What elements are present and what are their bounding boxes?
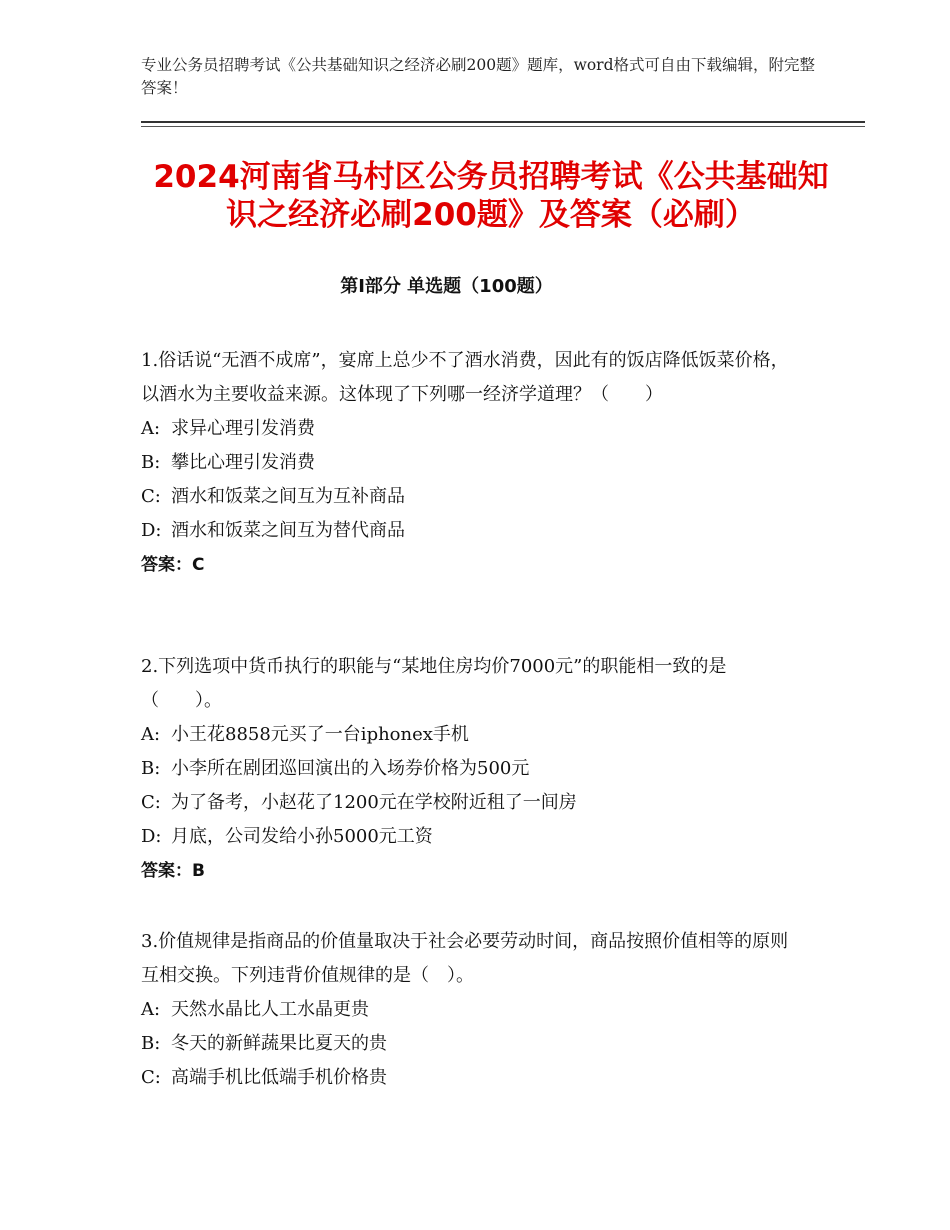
- option-b: [141, 1027, 801, 1061]
- option-text: 小王花8858元买了一台iphonex手机: [171, 724, 469, 745]
- option-c: [141, 1061, 801, 1095]
- option-text: 月底，公司发给小孙5000元工资: [171, 826, 433, 847]
- option-text: 求异心理引发消费: [171, 418, 315, 439]
- question-stem: 3.价值规律是指商品的价值量取决于社会必要劳动时间，商品按照价值相等的原则互相交换。下列违背价值规律的是（ ）。: [141, 931, 789, 986]
- option-letter: C:: [141, 486, 161, 507]
- option-text: 为了备考，小赵花了1200元在学校附近租了一间房: [171, 792, 577, 813]
- option-b: [141, 446, 801, 480]
- option-letter: B:: [141, 1033, 161, 1054]
- option-letter: C:: [141, 1067, 161, 1088]
- option-a: [141, 993, 801, 1027]
- option-b: [141, 752, 801, 786]
- option-letter: A:: [141, 999, 161, 1020]
- option-a: [141, 718, 801, 752]
- option-letter: A:: [141, 724, 161, 745]
- document-title: 2024河南省马村区公务员招聘考试《公共基础知识之经济必刷200题》及答案（必刷）: [153, 159, 829, 233]
- option-letter: B:: [141, 452, 161, 473]
- option-text: 高端手机比低端手机价格贵: [171, 1067, 387, 1088]
- option-text: 酒水和饭菜之间互为替代商品: [171, 520, 405, 541]
- question-3: [141, 925, 801, 1095]
- section-heading: 第Ⅰ部分 单选题（100题）: [340, 276, 553, 297]
- option-text: 酒水和饭菜之间互为互补商品: [171, 486, 405, 507]
- answer-line: 答案：B: [141, 861, 205, 881]
- option-d: [141, 514, 801, 548]
- header-rule-thick: [141, 121, 865, 123]
- header-rule-thin: [141, 126, 865, 127]
- option-c: [141, 786, 801, 820]
- option-text: 小李所在剧团巡回演出的入场券价格为500元: [171, 758, 530, 779]
- question-2: [141, 650, 801, 888]
- header-note: 专业公务员招聘考试《公共基础知识之经济必刷200题》题库，word格式可自由下载编辑，附完整答案！: [141, 56, 816, 97]
- option-c: [141, 480, 801, 514]
- option-letter: B:: [141, 758, 161, 779]
- option-letter: D:: [141, 520, 162, 541]
- question-stem: 2.下列选项中货币执行的职能与“某地住房均价7000元”的职能相一致的是（ ）。: [141, 656, 727, 711]
- option-text: 天然水晶比人工水晶更贵: [171, 999, 369, 1020]
- option-letter: D:: [141, 826, 162, 847]
- option-d: [141, 820, 801, 854]
- option-letter: C:: [141, 792, 161, 813]
- option-a: [141, 412, 801, 446]
- question-1: [141, 344, 801, 582]
- option-text: 冬天的新鲜蔬果比夏天的贵: [171, 1033, 387, 1054]
- option-letter: A:: [141, 418, 161, 439]
- question-stem: 1.俗话说“无酒不成席”，宴席上总少不了酒水消费，因此有的饭店降低饭菜价格，以酒水为主要收益来源。这体现了下列哪一经济学道理？（ ）: [141, 350, 789, 405]
- option-text: 攀比心理引发消费: [171, 452, 315, 473]
- answer-line: 答案：C: [141, 555, 205, 575]
